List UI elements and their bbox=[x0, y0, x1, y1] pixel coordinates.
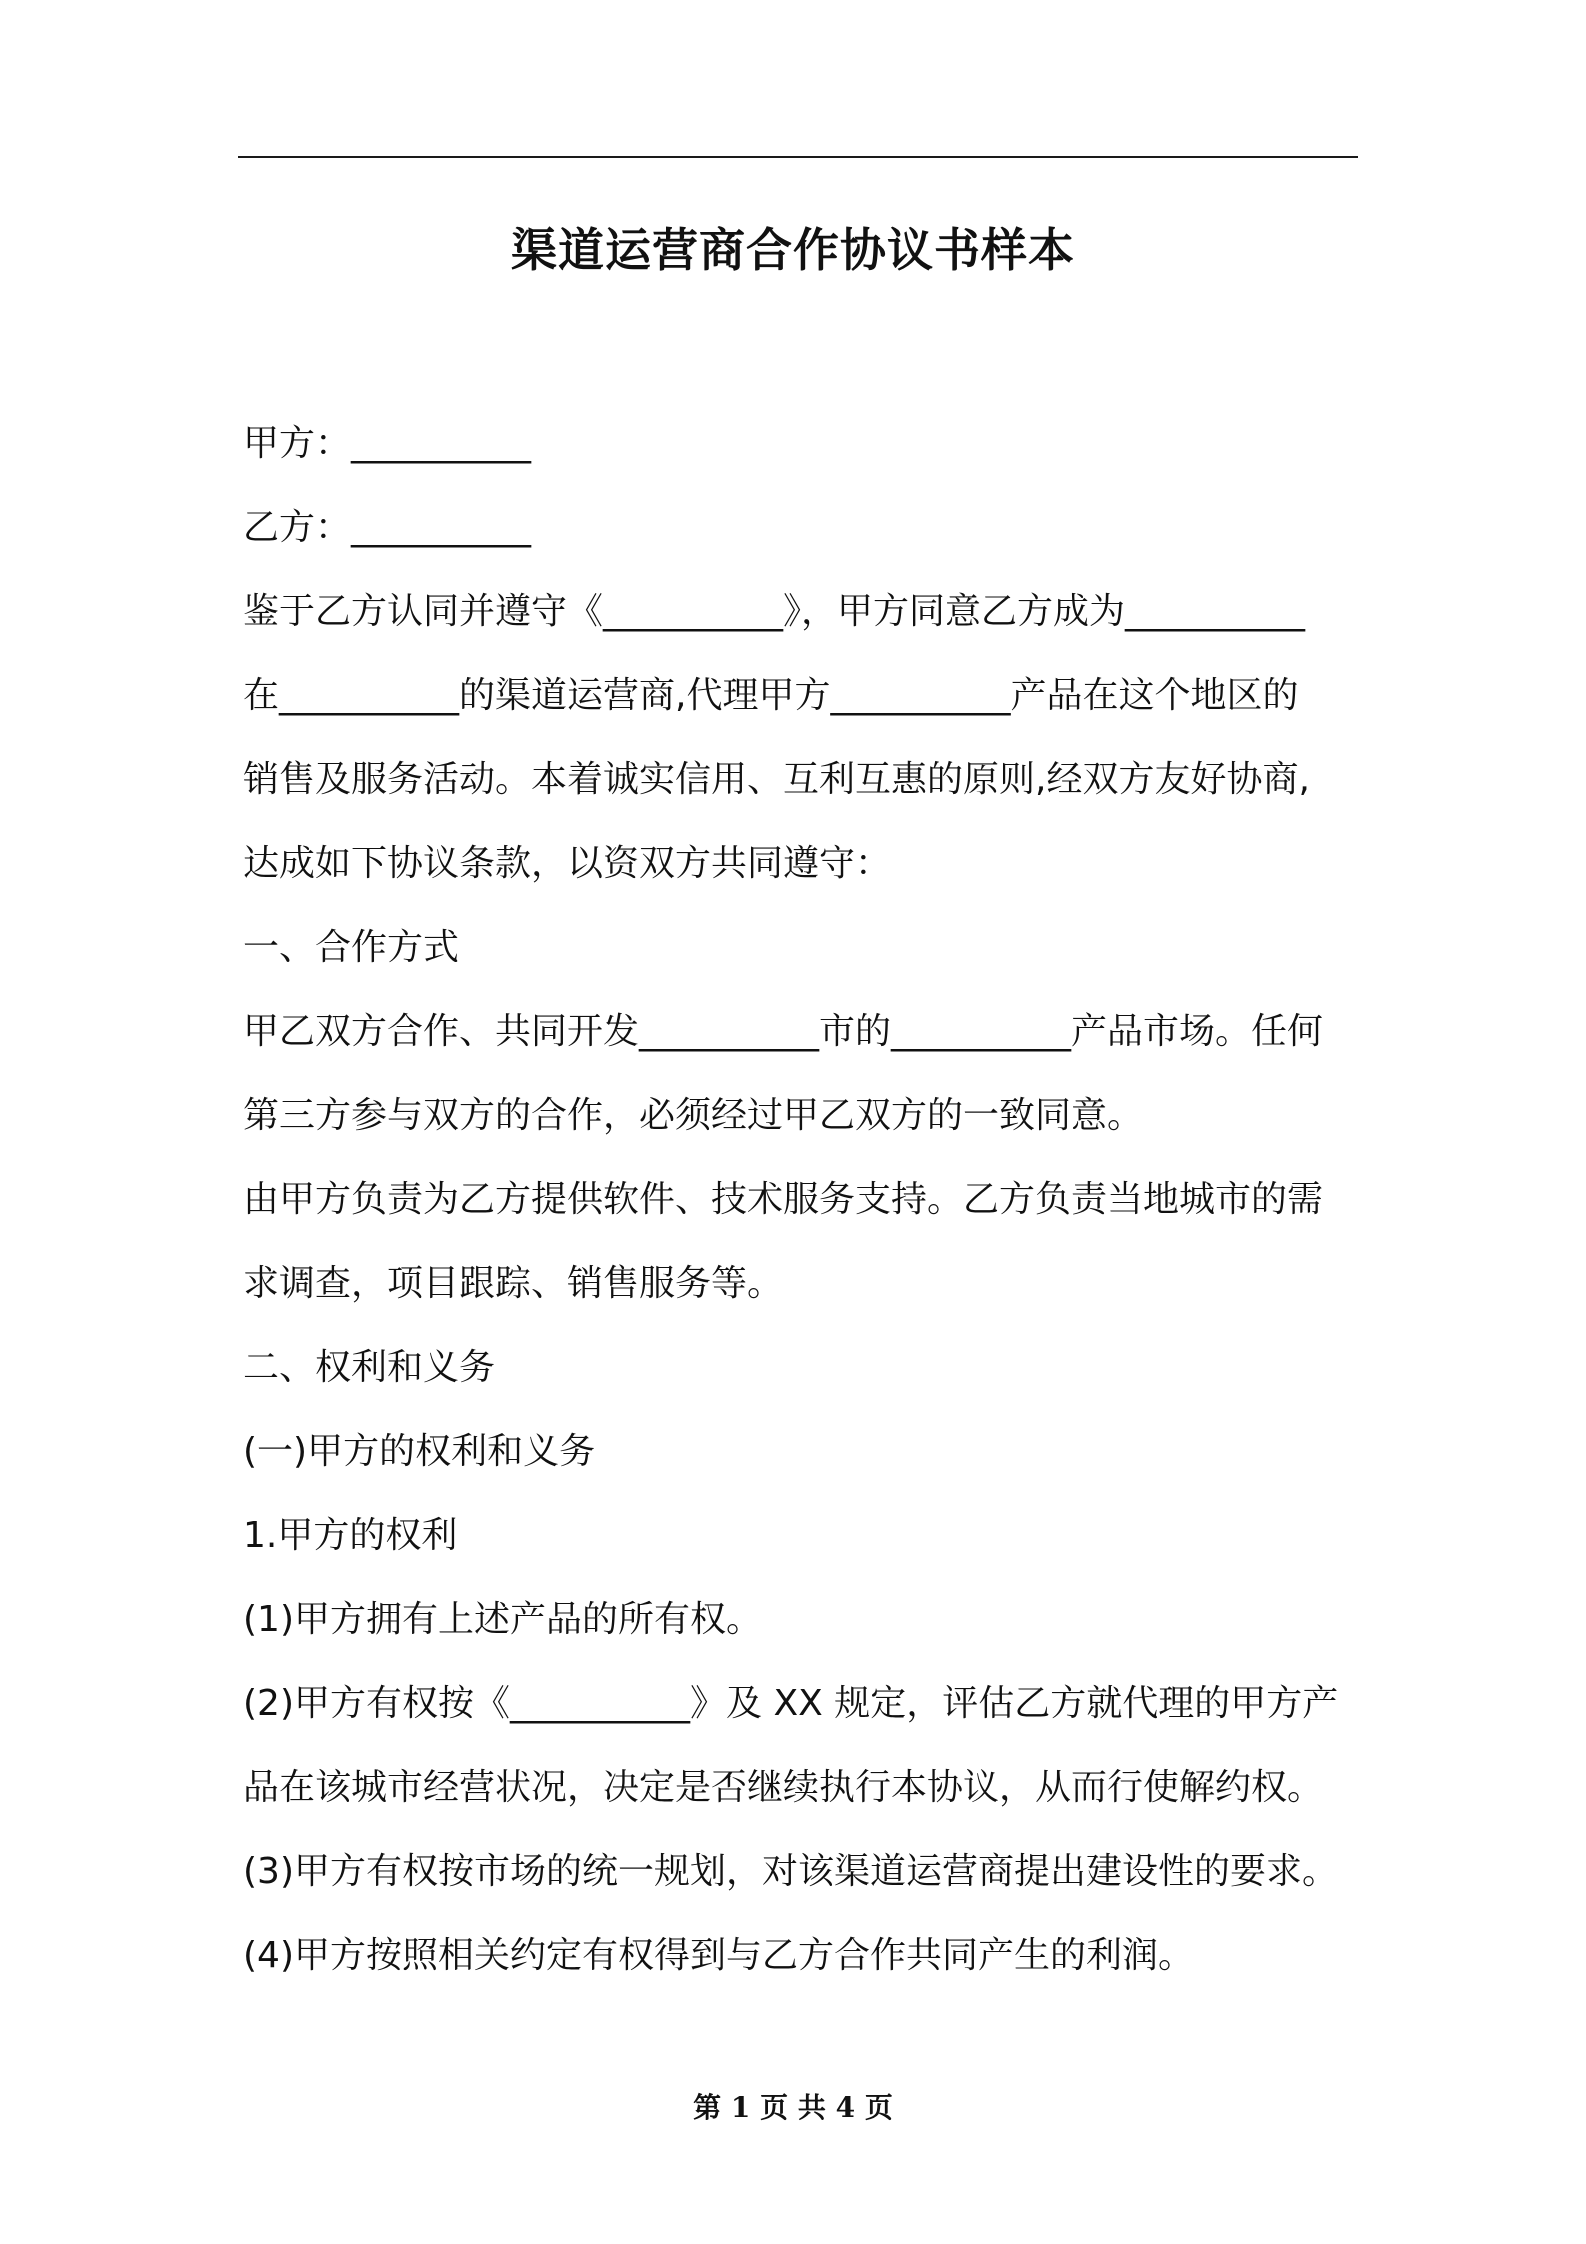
party-b-line: 乙方：__________ bbox=[243, 507, 532, 548]
clause-2-line-2: 品在该城市经营状况，决定是否继续执行本协议，从而行使解约权。 bbox=[243, 1767, 1324, 1808]
section-heading-cooperation: 一、合作方式 bbox=[243, 927, 460, 968]
subsection-heading-party-a: (一)甲方的权利和义务 bbox=[243, 1431, 596, 1472]
preamble-line-2: 在__________的渠道运营商,代理甲方__________产品在这个地区的 bbox=[243, 675, 1299, 716]
preamble-line-3: 销售及服务活动。本着诚实信用、互利互惠的原则,经双方友好协商, bbox=[243, 759, 1310, 800]
clause-4: (4)甲方按照相关约定有权得到与乙方合作共同产生的利润。 bbox=[243, 1935, 1194, 1976]
clause-3: (3)甲方有权按市场的统一规划，对该渠道运营商提出建设性的要求。 bbox=[243, 1851, 1338, 1892]
item-heading-party-a-rights: 1.甲方的权利 bbox=[243, 1515, 458, 1556]
document-body bbox=[243, 402, 1363, 1998]
clause-1: (1)甲方拥有上述产品的所有权。 bbox=[243, 1599, 762, 1640]
preamble-line-4: 达成如下协议条款，以资双方共同遵守： bbox=[243, 843, 892, 884]
cooperation-line-2: 第三方参与双方的合作，必须经过甲乙双方的一致同意。 bbox=[243, 1095, 1144, 1136]
cooperation-line-4: 求调查，项目跟踪、销售服务等。 bbox=[243, 1263, 784, 1304]
document-title: 渠道运营商合作协议书样本 bbox=[511, 223, 1075, 277]
clause-2-line-1: (2)甲方有权按《__________》及 XX 规定，评估乙方就代理的甲方产 bbox=[243, 1683, 1339, 1724]
preamble-line-1: 鉴于乙方认同并遵守《__________》，甲方同意乙方成为__________ bbox=[243, 591, 1306, 632]
header-rule bbox=[238, 156, 1358, 158]
party-a-line: 甲方：__________ bbox=[243, 423, 532, 464]
cooperation-line-3: 由甲方负责为乙方提供软件、技术服务支持。乙方负责当地城市的需 bbox=[243, 1179, 1324, 1220]
page-number-footer: 第 1 页 共 4 页 bbox=[693, 2091, 893, 2124]
section-heading-rights: 二、权利和义务 bbox=[243, 1347, 496, 1388]
cooperation-line-1: 甲乙双方合作、共同开发__________市的__________产品市场。任何 bbox=[243, 1011, 1324, 1052]
